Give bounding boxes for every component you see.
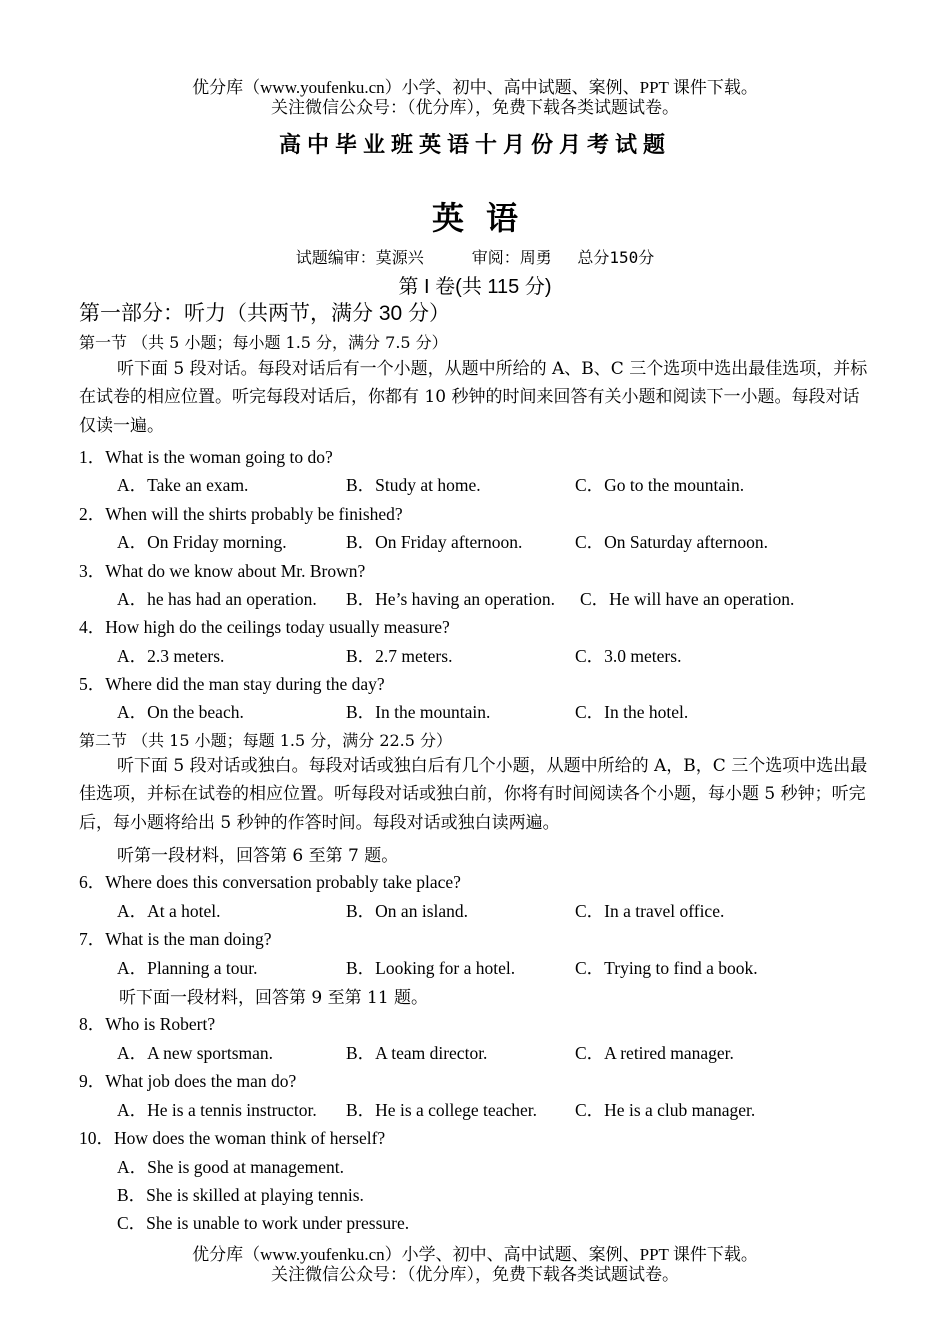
question-4 — [79, 614, 450, 639]
question-4-option-a: A．2.3 meters. — [117, 646, 225, 666]
question-number: 9． — [79, 1071, 106, 1091]
question-number: 7． — [79, 929, 106, 949]
question-6-option-a: A．At a hotel. — [117, 901, 221, 921]
question-number: 10． — [79, 1128, 114, 1148]
question-9-option-c: C．He is a club manager. — [575, 1100, 756, 1120]
question-7 — [79, 926, 271, 951]
question-9-option-a: A．He is a tennis instructor. — [117, 1100, 317, 1120]
question-text: How does the woman think of herself? — [114, 1128, 386, 1148]
question-text: Who is Robert? — [105, 1014, 216, 1034]
question-10-option-c: C．She is unable to work under pressure. — [117, 1213, 410, 1233]
question-text: When will the shirts probably be finished? — [105, 504, 403, 524]
question-9 — [79, 1068, 296, 1093]
question-2-option-a: A．On Friday morning. — [117, 532, 287, 552]
question-5-option-b: B．In the mountain. — [346, 702, 491, 722]
section-one-instructions: 听下面 5 段对话。每段对话后有一个小题，从题中所给的 A、B、C 三个选项中选出最佳选项，并标在试卷的相应位置。听完每段对话后，你都有 10 秒钟的时间来回答有关小题和阅读下一小题。每段对话仅读一遍。 — [79, 359, 868, 436]
question-text: What do we know about Mr. Brown? — [105, 561, 366, 581]
question-4-option-c: C．3.0 meters. — [575, 646, 682, 666]
footer-line-1: 优分库（www.youfenku.cn）小学、初中、高中试题、案例、PPT 课件下载。 — [192, 1245, 758, 1264]
credits: 试题编审：莫源兴 审阅：周勇 总分150分 — [295, 248, 655, 267]
question-8-option-a: A．A new sportsman. — [117, 1043, 274, 1063]
question-10-option-b: B．She is skilled at playing tennis. — [117, 1185, 364, 1205]
question-10 — [79, 1125, 385, 1150]
question-text: Where did the man stay during the day? — [105, 674, 385, 694]
question-number: 6． — [79, 872, 106, 892]
footer-line-2: 关注微信公众号：（优分库），免费下载各类试题试卷。 — [271, 1265, 679, 1284]
section-two-title: 第二节 （共 15 小题；每题 1.5 分，满分 22.5 分） — [79, 731, 453, 750]
exam-title: 高中毕业班英语十月份月考试题 — [278, 132, 671, 158]
question-1-option-b: B．Study at home. — [346, 475, 481, 495]
question-4-option-b: B．2.7 meters. — [346, 646, 453, 666]
question-text: How high do the ceilings today usually measure? — [105, 617, 450, 637]
question-2 — [79, 501, 403, 526]
question-3-option-c: C．He will have an operation. — [580, 589, 795, 609]
question-8-option-c: C．A retired manager. — [575, 1043, 734, 1063]
question-8 — [79, 1011, 215, 1036]
question-3-option-a: A．he has had an operation. — [117, 589, 317, 609]
question-number: 1． — [79, 447, 106, 467]
header-line-1: 优分库（www.youfenku.cn）小学、初中、高中试题、案例、PPT 课件下载。 — [192, 78, 758, 97]
volume-title: 第 I 卷(共 115 分) — [398, 276, 552, 298]
question-6-option-b: B．On an island. — [346, 901, 469, 921]
question-text: Where does this conversation probably take place? — [105, 872, 461, 892]
header-line-2: 关注微信公众号：（优分库），免费下载各类试题试卷。 — [271, 98, 679, 117]
question-8-option-b: B．A team director. — [346, 1043, 488, 1063]
question-6 — [79, 869, 461, 894]
subject-title: 英语 — [431, 199, 540, 237]
question-3 — [79, 558, 365, 583]
question-5 — [79, 671, 385, 696]
question-7-option-c: C．Trying to find a book. — [575, 958, 758, 978]
question-2-option-b: B．On Friday afternoon. — [346, 532, 523, 552]
question-text: What is the man doing? — [105, 929, 272, 949]
question-7-option-b: B．Looking for a hotel. — [346, 958, 516, 978]
question-2-option-c: C．On Saturday afternoon. — [575, 532, 768, 552]
listening-note-1: 听第一段材料，回答第 6 至第 7 题。 — [117, 846, 399, 866]
question-5-option-c: C．In the hotel. — [575, 702, 689, 722]
listening-note-2: 听下面一段材料，回答第 9 至第 11 题。 — [119, 988, 429, 1008]
question-number: 5． — [79, 674, 106, 694]
question-9-option-b: B．He is a college teacher. — [346, 1100, 537, 1120]
question-7-option-a: A．Planning a tour. — [117, 958, 258, 978]
question-1 — [79, 444, 333, 469]
question-number: 8． — [79, 1014, 106, 1034]
question-6-option-c: C．In a travel office. — [575, 901, 725, 921]
question-10-option-a: A．She is good at management. — [117, 1157, 344, 1177]
question-text: What job does the man do? — [105, 1071, 297, 1091]
part-one-title: 第一部分：听力（共两节，满分 30 分） — [79, 302, 451, 325]
section-one-title: 第一节 （共 5 小题；每小题 1.5 分，满分 7.5 分） — [79, 333, 448, 352]
section-two-instructions: 听下面 5 段对话或独白。每段对话或独白后有几个小题，从题中所给的 A，B，C 三个选项中选出最佳选项，并标在试卷的相应位置。听每段对话或独白前，你将有时间阅读各个小题，每小题 5 秒钟；听完后，每小题将给出 5 秒钟的作答时间。每段对话或独白读两遍。 — [79, 756, 868, 833]
question-number: 3． — [79, 561, 106, 581]
question-3-option-b: B．He’s having an operation. — [346, 589, 555, 609]
question-1-option-c: C．Go to the mountain. — [575, 475, 745, 495]
question-number: 2． — [79, 504, 106, 524]
question-number: 4． — [79, 617, 106, 637]
question-1-option-a: A．Take an exam. — [117, 475, 249, 495]
question-5-option-a: A．On the beach. — [117, 702, 244, 722]
question-text: What is the woman going to do? — [105, 447, 333, 467]
